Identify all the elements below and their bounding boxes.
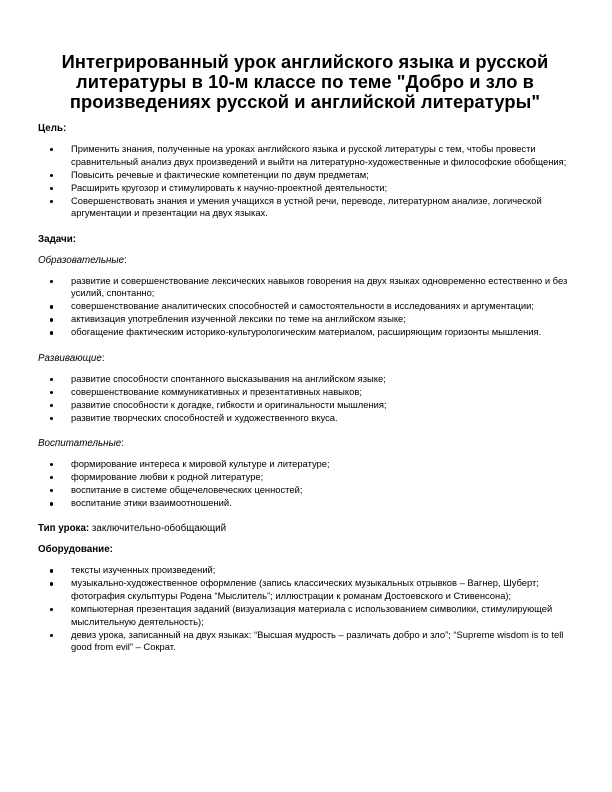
developing-item: развитие способности спонтанного высказывания на английском языке; xyxy=(71,373,572,386)
upbringing-item: формирование любви к родной литературе; xyxy=(71,471,572,484)
equipment-item: девиз урока, записанный на двух языках: “Высшая мудрость – различать добро и зло”; “Supreme wisdom is to tell good from evil” – Сократ. xyxy=(71,629,572,654)
lesson-type-label: Тип урока: xyxy=(38,523,90,535)
equipment-item: музыкально-художественное оформление (запись классических музыкальных отрывков – Вагнер, Шуберт; фотография скульптуры Родена “Мыслитель”; иллюстрации к романам Достоевского и Стивенсона); xyxy=(71,577,572,602)
equipment-list xyxy=(38,564,572,654)
goal-list xyxy=(38,143,572,220)
developing-colon: : xyxy=(101,352,105,364)
upbringing-item: воспитание этики взаимоотношений. xyxy=(71,497,572,510)
upbringing-label: Воспитательные xyxy=(38,437,122,449)
educational-colon: : xyxy=(124,254,127,266)
educational-subheading xyxy=(38,254,572,267)
upbringing-item: воспитание в системе общечеловеческих ценностей; xyxy=(71,484,572,497)
developing-item: развитие творческих способностей и художественного вкуса. xyxy=(71,412,572,425)
equipment-item: компьютерная презентация заданий (визуализация материала с использованием символики, стимулирующей мыслительную деятельность); xyxy=(71,603,572,628)
upbringing-subheading xyxy=(38,437,572,450)
equipment-item: тексты изученных произведений; xyxy=(71,564,572,577)
equipment-heading: Оборудование: xyxy=(38,544,113,556)
goal-item: Расширить кругозор и стимулировать к научно-проектной деятельности; xyxy=(71,182,572,195)
educational-item: обогащение фактическим историко-культурологическим материалом, расширяющим горизонты мышления. xyxy=(71,326,572,339)
page-title: Интегрированный урок английского языка и русской литературы в 10-м классе по теме "Добро и зло в произведениях русской и английской литературы" xyxy=(61,51,549,112)
goal-heading: Цель: xyxy=(38,123,67,134)
educational-item: совершенствование аналитических способностей и самостоятельности в исследованиях и аргументации; xyxy=(71,300,572,313)
developing-item: совершенствование коммуникативных и презентативных навыков; xyxy=(71,386,572,399)
developing-list xyxy=(38,373,572,425)
upbringing-item: формирование интереса к мировой культуре и литературе; xyxy=(71,458,572,471)
tasks-heading: Задачи: xyxy=(38,233,76,245)
goal-item: Повысить речевые и фактические компетенции по двум предметам; xyxy=(71,169,572,182)
lesson-type-value: заключительно-обобщающий xyxy=(89,523,227,535)
lesson-type-line xyxy=(38,522,572,535)
goal-item: Совершенствовать знания и умения учащихся в устной речи, переводе, литературном анализе, логической аргументации и презентации на двух языках. xyxy=(71,195,572,220)
developing-label: Развивающие xyxy=(38,352,102,364)
educational-item: развитие и совершенствование лексических навыков говорения на двух языках одновременно естественно и без усилий, спонтанно; xyxy=(71,275,572,300)
developing-item: развитие способности к догадке, гибкости и оригинальности мышления; xyxy=(71,399,572,412)
goal-item: Применить знания, полученные на уроках английского языка и русской литературы с тем, чтобы провести сравнительный анализ двух произведений и выйти на литературно-художественные и философские обобщения; xyxy=(71,143,572,168)
educational-item: активизация употребления изученной лексики по теме на английском языке; xyxy=(71,313,572,326)
developing-subheading xyxy=(38,352,572,365)
educational-list xyxy=(38,275,572,339)
educational-label: Образовательные xyxy=(38,254,125,266)
upbringing-colon: : xyxy=(121,437,124,449)
upbringing-list xyxy=(38,458,572,510)
